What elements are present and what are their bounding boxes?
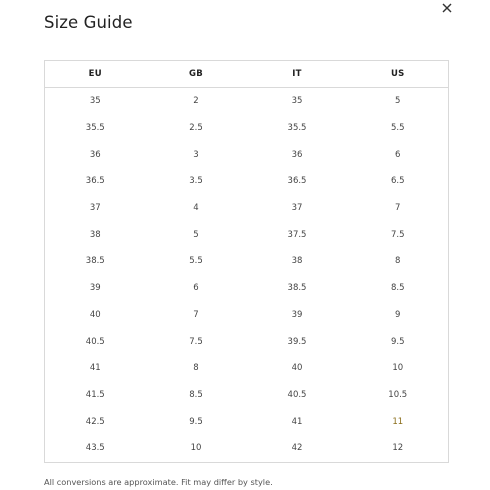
table-row <box>45 328 449 355</box>
cell-gb: 5 <box>193 229 199 240</box>
cell-gb: 9.5 <box>189 416 203 427</box>
cell-gb: 2 <box>193 96 199 107</box>
cell-us: 6 <box>395 149 401 160</box>
cell-gb: 5.5 <box>189 256 203 267</box>
table-row <box>45 435 449 462</box>
cell-gb: 8 <box>193 363 199 374</box>
cell-gb: 6 <box>193 283 199 294</box>
cell-gb: 7.5 <box>189 336 203 347</box>
cell-eu: 41 <box>89 363 101 374</box>
cell-eu: 40.5 <box>85 336 105 347</box>
cell-it: 37 <box>291 203 303 214</box>
close-icon <box>438 0 456 18</box>
table-row <box>45 115 449 142</box>
cell-eu: 40 <box>89 309 101 320</box>
cell-it: 40.5 <box>287 389 307 400</box>
table-row <box>45 408 449 435</box>
cell-us: 5 <box>395 96 401 107</box>
cell-us: 11 <box>392 416 404 427</box>
cell-gb: 3.5 <box>189 176 203 187</box>
cell-gb: 2.5 <box>189 123 203 134</box>
cell-eu: 38.5 <box>85 256 105 267</box>
table-row <box>45 141 449 168</box>
cell-it: 39 <box>291 309 303 320</box>
cell-us: 8.5 <box>390 283 405 294</box>
column-header-us: US <box>348 61 449 88</box>
table-row <box>45 355 449 382</box>
table-row <box>45 382 449 409</box>
table-row <box>45 168 449 195</box>
cell-us: 6.5 <box>390 176 405 187</box>
cell-eu: 36.5 <box>85 176 105 187</box>
cell-it: 42 <box>291 443 303 454</box>
cell-it: 35.5 <box>287 123 307 134</box>
table-row <box>45 275 449 302</box>
table-body <box>45 88 449 463</box>
table-row <box>45 302 449 329</box>
table-row <box>45 88 449 115</box>
table-row <box>45 248 449 275</box>
cell-it: 36 <box>291 149 303 160</box>
cell-eu: 36 <box>89 149 101 160</box>
table-row <box>45 195 449 222</box>
cell-gb: 10 <box>190 443 202 454</box>
cell-us: 5.5 <box>390 123 405 134</box>
cell-us: 10.5 <box>388 389 408 400</box>
cell-us: 7 <box>395 203 401 214</box>
cell-eu: 35 <box>89 96 101 107</box>
cell-gb: 8.5 <box>189 389 203 400</box>
cell-us: 12 <box>392 443 404 454</box>
cell-it: 40 <box>291 363 303 374</box>
cell-gb: 7 <box>193 309 199 320</box>
modal-title: Size Guide <box>44 13 133 32</box>
cell-eu: 39 <box>89 283 101 294</box>
cell-it: 39.5 <box>287 336 307 347</box>
cell-us: 7.5 <box>390 229 405 240</box>
cell-eu: 43.5 <box>85 443 105 454</box>
close-button[interactable] <box>438 0 456 18</box>
column-header-gb: GB <box>146 61 247 88</box>
cell-it: 41 <box>291 416 303 427</box>
cell-eu: 35.5 <box>85 123 105 134</box>
column-header-eu: EU <box>45 61 146 88</box>
cell-eu: 38 <box>89 229 101 240</box>
cell-us: 9.5 <box>390 336 405 347</box>
cell-it: 37.5 <box>287 229 307 240</box>
size-table <box>44 60 449 463</box>
cell-eu: 42.5 <box>85 416 105 427</box>
cell-it: 35 <box>291 96 303 107</box>
cell-it: 38.5 <box>287 283 307 294</box>
cell-us: 10 <box>392 363 404 374</box>
column-header-it: IT <box>247 61 348 88</box>
disclaimer-text: All conversions are approximate. Fit may differ by style. <box>44 477 273 487</box>
cell-us: 9 <box>395 309 401 320</box>
cell-it: 36.5 <box>287 176 307 187</box>
cell-eu: 41.5 <box>85 389 105 400</box>
cell-eu: 37 <box>89 203 101 214</box>
cell-gb: 4 <box>193 203 199 214</box>
cell-us: 8 <box>395 256 401 267</box>
cell-it: 38 <box>291 256 303 267</box>
table-row <box>45 221 449 248</box>
table-header-row <box>45 61 449 88</box>
cell-gb: 3 <box>193 149 199 160</box>
